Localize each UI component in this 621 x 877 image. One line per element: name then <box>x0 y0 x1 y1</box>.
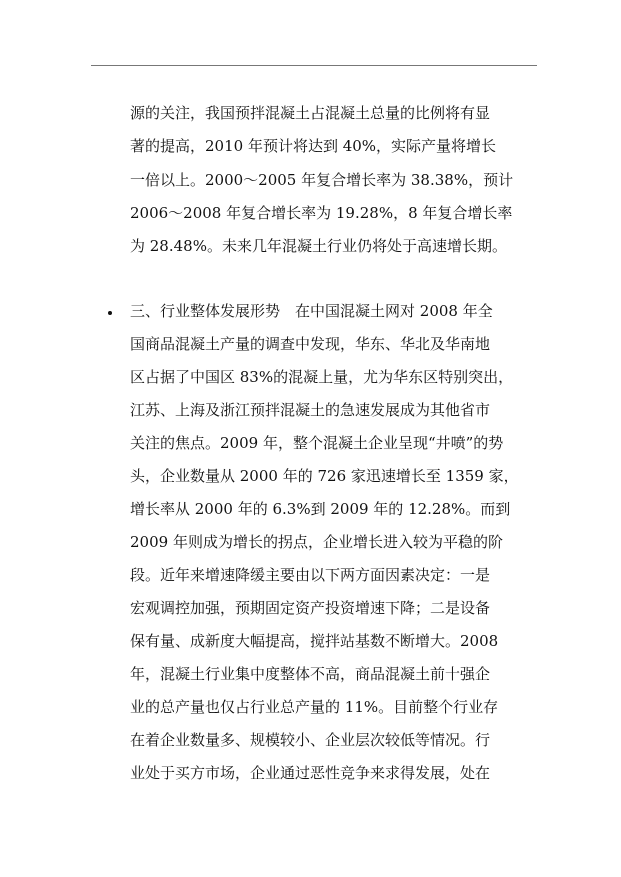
paragraph-2-line: 2009 年则成为增长的拐点，企业增长进入较为平稳的阶 <box>130 533 503 551</box>
paragraph-2-line: 增长率从 2000 年的 6.3%到 2009 年的 12.28%。而到 <box>130 500 511 518</box>
paragraph-2-line: 段。近年来增速降缓主要由以下两方面因素决定：一是 <box>130 566 491 584</box>
paragraph-1-line: 著的提高，2010 年预计将达到 40%，实际产量将增长 <box>130 137 497 155</box>
paragraph-2-line: 保有量、成新度大幅提高，搅拌站基数不断增大。2008 <box>130 632 499 650</box>
paragraph-1-line: 为 28.48%。未来几年混凝土行业仍将处于高速增长期。 <box>130 237 507 255</box>
paragraph-2-line: 业的总产量也仅占行业总产量的 11%。目前整个行业存 <box>130 698 499 716</box>
paragraph-2-line: 区占据了中国区 83%的混凝上量，尤为华东区特别突出， <box>130 368 514 386</box>
paragraph-2-line: 三、行业整体发展形势 在中国混凝土网对 2008 年全 <box>130 302 493 320</box>
paragraph-2-line: 国商品混凝土产量的调查中发现，华东、华北及华南地 <box>130 335 491 353</box>
paragraph-2-line: 年，混凝土行业集中度整体不高，商品混凝土前十强企 <box>130 665 491 683</box>
paragraph-2-line: 在着企业数量多、规模较小、企业层次较低等情况。行 <box>130 731 491 749</box>
paragraph-2-line: 头，企业数量从 2000 年的 726 家迅速增长至 1359 家， <box>130 467 519 485</box>
header-rule <box>91 65 537 66</box>
paragraph-2-line: 关注的焦点。2009 年，整个混凝土企业呈现“井喷”的势 <box>130 434 504 452</box>
paragraph-1-line: 源的关注，我国预拌混凝土占混凝土总量的比例将有显 <box>130 104 491 122</box>
paragraph-1-line: 一倍以上。2000～2005 年复合增长率为 38.38%，预计 <box>130 171 514 189</box>
paragraph-2-line: 江苏、上海及浙江预拌混凝土的急速发展成为其他省市 <box>130 401 491 419</box>
bullet-point <box>108 311 112 315</box>
paragraph-2-line: 业处于买方市场，企业通过恶性竞争来求得发展，处在 <box>130 764 491 782</box>
paragraph-2-line: 宏观调控加强，预期固定资产投资增速下降；二是设备 <box>130 599 491 617</box>
paragraph-1-line: 2006～2008 年复合增长率为 19.28%，8 年复合增长率 <box>130 204 513 222</box>
